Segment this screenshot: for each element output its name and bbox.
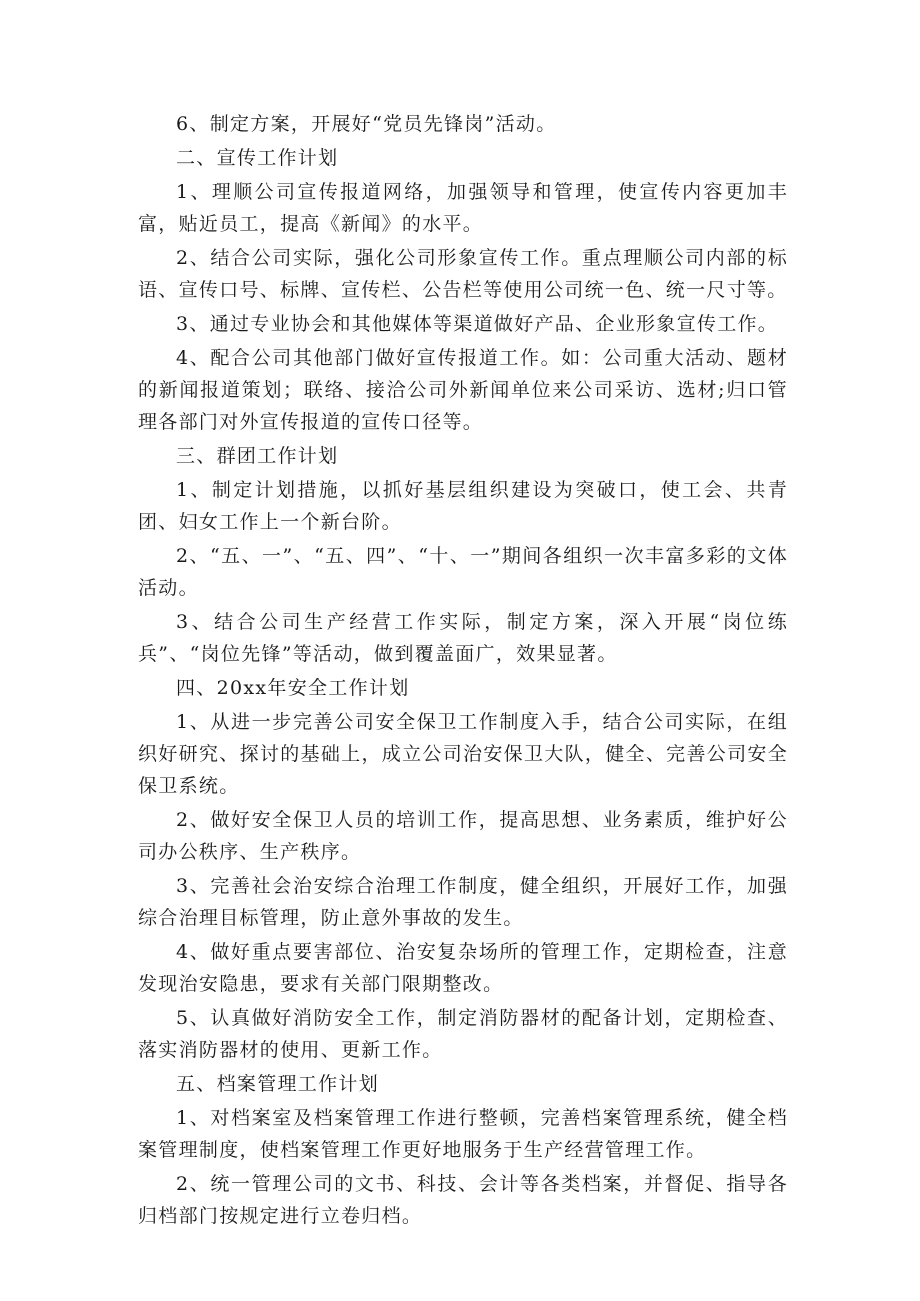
paragraph-safety-4: 4、做好重点要害部位、治安复杂场所的管理工作，定期检查，注意发现治安隐患，要求有关部门限期整改。 — [138, 941, 788, 995]
paragraph-safety-2: 2、做好安全保卫人员的培训工作，提高思想、业务素质，维护好公司办公秩序、生产秩序。 — [138, 809, 788, 863]
paragraph-safety-1: 1、从进一步完善公司安全保卫工作制度入手，结合公司实际，在组织好研究、探讨的基础上，成立公司治安保卫大队，健全、完善公司安全保卫系统。 — [138, 711, 788, 797]
paragraph-publicity-2: 2、结合公司实际，强化公司形象宣传工作。重点理顺公司内部的标语、宣传口号、标牌、宣传栏、公告栏等使用公司统一色、统一尺寸等。 — [138, 247, 788, 301]
paragraph-party-pioneer-post: 6、制定方案，开展好“党员先锋岗”活动。 — [176, 113, 557, 135]
paragraph-publicity-1: 1、理顺公司宣传报道网络，加强领导和管理，使宣传内容更加丰富，贴近员工，提高《新闻》的水平。 — [138, 181, 788, 235]
section-heading-mass-groups: 三、群团工作计划 — [176, 445, 339, 467]
paragraph-publicity-3: 3、通过专业协会和其他媒体等渠道做好产品、企业形象宣传工作。 — [176, 313, 779, 335]
paragraph-mass-groups-3: 3、结合公司生产经营工作实际，制定方案，深入开展“岗位练兵”、“岗位先锋”等活动，做到覆盖面广，效果显著。 — [138, 611, 788, 665]
paragraph-archives-1: 1、对档案室及档案管理工作进行整顿，完善档案管理系统，健全档案管理制度，使档案管理工作更好地服务于生产经营管理工作。 — [138, 1107, 788, 1161]
paragraph-mass-groups-2: 2、“五、一”、“五、四”、“十、一”期间各组织一次丰富多彩的文体活动。 — [138, 545, 788, 599]
paragraph-safety-5: 5、认真做好消防安全工作，制定消防器材的配备计划，定期检查、落实消防器材的使用、更新工作。 — [138, 1007, 788, 1061]
section-heading-safety: 四、20xx年安全工作计划 — [176, 677, 410, 699]
section-heading-archives: 五、档案管理工作计划 — [176, 1073, 380, 1095]
paragraph-mass-groups-1: 1、制定计划措施，以抓好基层组织建设为突破口，使工会、共青团、妇女工作上一个新台阶。 — [138, 479, 788, 533]
paragraph-archives-2: 2、统一管理公司的文书、科技、会计等各类档案，并督促、指导各归档部门按规定进行立卷归档。 — [138, 1173, 788, 1227]
paragraph-publicity-4: 4、配合公司其他部门做好宣传报道工作。如：公司重大活动、题材的新闻报道策划；联络、接洽公司外新闻单位来公司采访、选材;归口管理各部门对外宣传报道的宣传口径等。 — [138, 347, 788, 433]
document-page — [138, 108, 788, 1234]
section-heading-publicity: 二、宣传工作计划 — [176, 147, 339, 169]
paragraph-safety-3: 3、完善社会治安综合治理工作制度，健全组织，开展好工作，加强综合治理目标管理，防止意外事故的发生。 — [138, 875, 788, 929]
